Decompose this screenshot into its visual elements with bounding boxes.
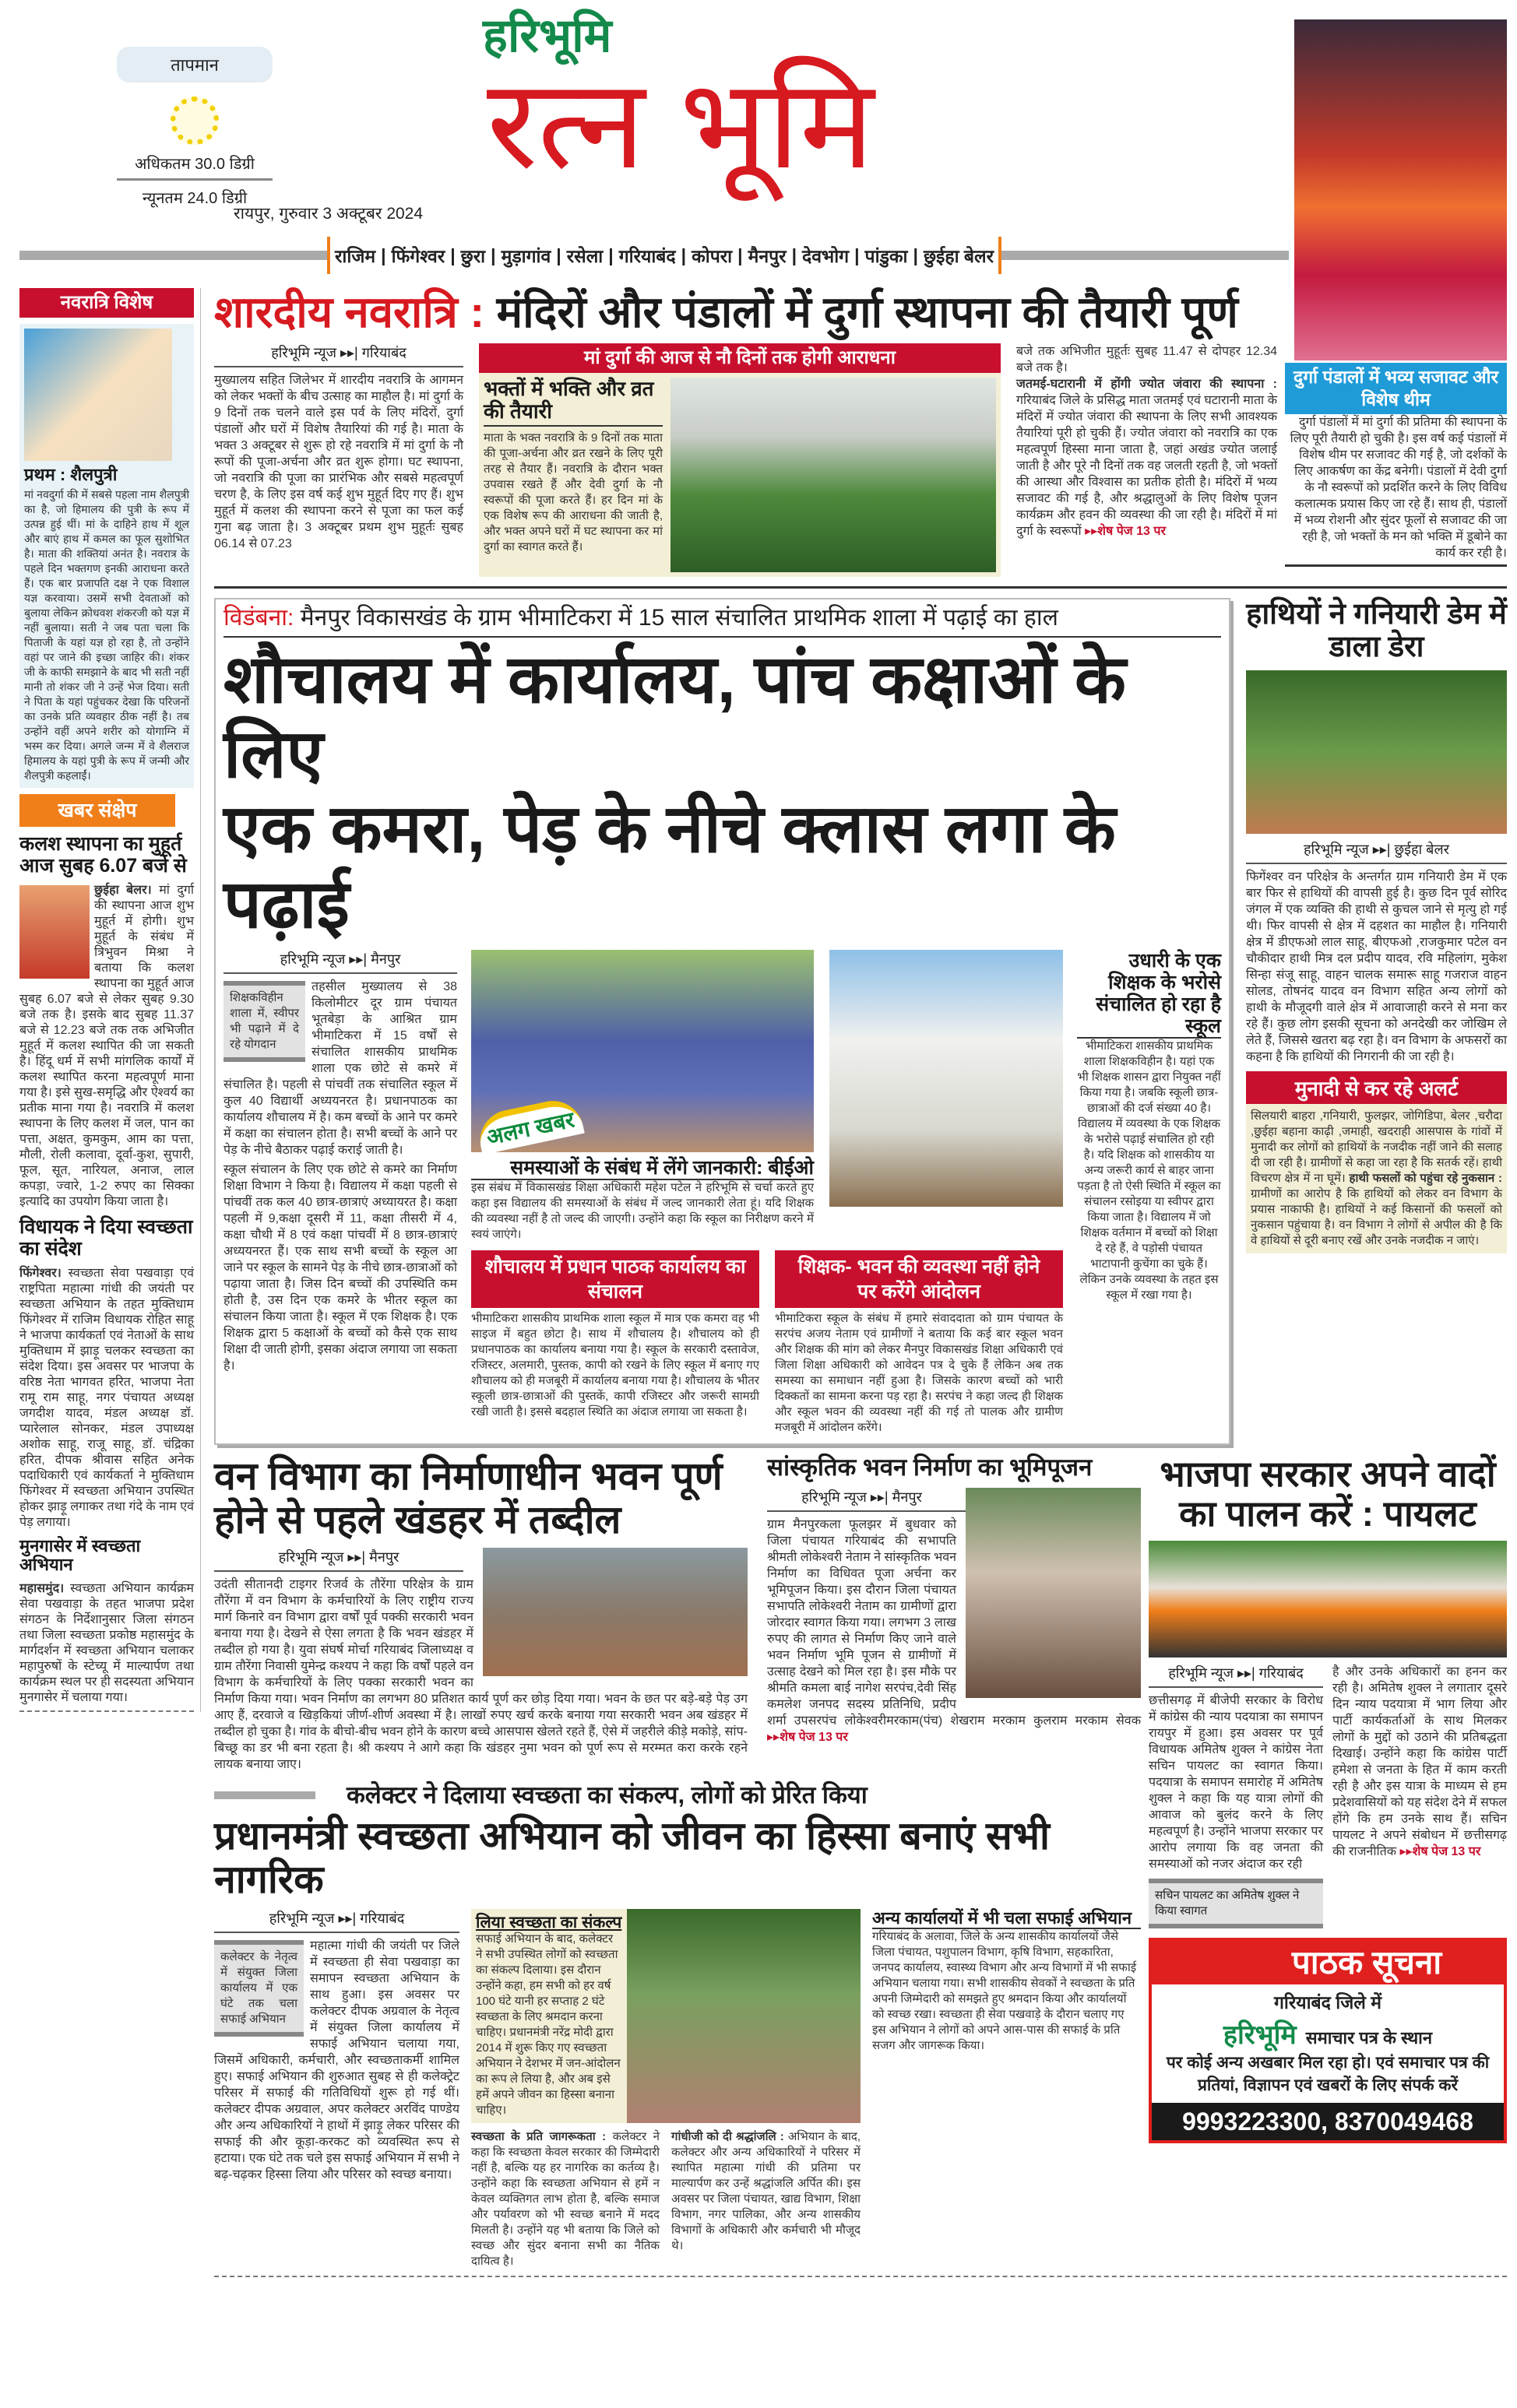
masthead: [0, 0, 1517, 284]
other-offices: [872, 1909, 1141, 2055]
forest-headline: वन विभाग का निर्माणाधीन भवन पूर्ण होने से पहले खंडहर में तब्दील: [214, 1454, 723, 1541]
nav-separator: |: [491, 244, 496, 265]
byline: हरिभूमि न्यूज ▸▸| छुईहा बेलर: [1246, 840, 1507, 864]
school-headline-1: शौचालय में कार्यालय, पांच कक्षाओं के लिए: [224, 642, 1126, 793]
box1-title: शौचालय में प्रधान पाठक कार्यालय का संचालन: [471, 1250, 759, 1308]
lead-box: [479, 373, 1001, 577]
pilot-story: [1149, 1454, 1507, 1928]
priest-photo: [19, 885, 90, 979]
toilet-office-box: [471, 1250, 759, 1420]
navratri-title: प्रथम : शैलपुत्री: [24, 465, 118, 484]
collector-headline: प्रधानमंत्री स्वच्छता अभियान को जीवन का हिस्सा बनाएं सभी नागरिक: [214, 1813, 1050, 1901]
awareness-para: [471, 2129, 660, 2269]
city-nav: [327, 237, 1001, 274]
city-nav-item[interactable]: छुईहा बेलर: [923, 246, 994, 266]
section-label-navratri: नवरात्रि विशेष: [19, 288, 194, 318]
lead-col3-body: बजे तक अभिजीत मुहूर्तः सुबह 11.47 से दोपहर 12.34 बजे तक है।: [1016, 344, 1277, 374]
weather-label: तापमान: [117, 47, 273, 83]
max-temp: अधिकतम 30.0 डिग्री: [117, 153, 273, 181]
awareness-subhead: स्वच्छता के प्रति जागरूकता :: [471, 2130, 607, 2144]
lead-box-body: माता के भक्त नवरात्रि के 9 दिनों तक माता की पूजा-अर्चना और व्रत रखने के लिए पूरी तरह से तैयार हैं। नवरात्रि के दौरान भक्त उपवास रखते हैं और देवी दुर्गा के नौ स्वरूपों की पूजा करते हैं। हर दिन मां के एक विशेष रूप की आराधना की जाती है, और भक्त अपने घरों में घट स्थापना कर मां दुर्गा का स्वागत करते हैं।: [484, 431, 663, 554]
side-body: भीमाटिकरा शासकीय प्राथमिक शाला शिक्षकविहीन है। यहां एक भी शिक्षक शासन द्वारा नियुक्त नहीं किया गया है। जबकि स्कूली छात्र-छात्राओं की दर्ज संख्या 40 है। विद्यालय में व्यवस्था के एक शिक्षक के भरोसे पढ़ाई संचालित हो रही है। यदि शिक्षक को शासकीय या अन्य जरूरी कार्य से बाहर जाना पड़ता है तो ऐसी स्थिति में स्कूल का संचालन रसोइया या स्वीपर द्वारा किया जाता है। विद्यालय में जो शिक्षक वर्तमान में बच्चों को शिक्षा दे रहे हैं, वे पड़ोसी पंचायत भाटापानी कुचेंगा का चुके हैं। लेकिन उनके व्यवस्था के तहत इस स्कूल में रखा गया है।: [1077, 1039, 1221, 1302]
pledge-box: [471, 1909, 861, 2124]
ad-line2: समाचार पत्र के स्थान: [1305, 2028, 1433, 2048]
city-nav-item[interactable]: देवभोग: [802, 246, 850, 266]
pilot-headline: भाजपा सरकार अपने वादों का पालन करें : पायलट: [1160, 1453, 1496, 1534]
other-title: अन्य कार्यालयों में भी चला सफाई अभियान: [872, 1909, 1141, 1930]
lead-box-title: भक्तों में भक्ति और व्रत की तैयारी: [484, 378, 663, 427]
ad-phones[interactable]: 9993223300, 8370049468: [1152, 2103, 1504, 2140]
lead-body: मुख्यालय सहित जिलेभर में शारदीय नवरात्रि के आगमन को लेकर भक्तों के बीच उत्साह का माहौल है। मां दुर्गा के 9 दिनों तक चलने वाले इस पर्व के लिए मंदिरों, दुर्गा पंडालों और घरों में विशेष तैयारियां की गई है। माता के भक्त 3 अक्टूबर से शुरू हो रहे नवरात्रि में मां दुर्गा के नौ रूपों की पूजा-अर्चना और व्रत शुरू होगा। घट स्थापना, जो नवरात्रि की पूजा का प्रारंभिक और सबसे महत्वपूर्ण चरण है, के लिए इस वर्ष कई शुभ मुहूर्त दिए गए हैं। शुभ मुहूर्त में कलश की स्थापना करने से पूजा का फल कई गुना बढ़ जाता है। 3 अक्टूबर प्रथम शुभ मुहूर्तः सुबह 06.14 से 07.23: [214, 373, 463, 550]
school-sidebox: शिक्षकविहीन शाला में, स्वीपर भी पढ़ाने में दे रहे योगदान: [224, 981, 305, 1062]
gandhi-para: [671, 2129, 861, 2254]
school-headline-2: एक कमरा, पेड़ के नीचे क्लास लगा के पढ़ाई: [224, 792, 1116, 942]
left-column: [19, 288, 201, 1712]
brief3-place: महासमुंद।: [19, 1581, 65, 1595]
pledge-body: सफाई अभियान के बाद, कलेक्टर ने सभी उपस्थित लोगों को स्वच्छता का संकल्प दिलाया। इस दौरान उन्होंने कहा, हम सभी को हर वर्ष 100 घंटे यानी हर सप्ताह 2 घंटे स्वच्छता के लिए श्रमदान करना चाहिए। प्रधानमंत्री नरेंद्र मोदी द्वारा 2014 में शुरू किए गए स्वच्छता अभियान ने देशभर में जन-आंदोलन का रूप ले लिया है, और अब इसे हमें अपने जीवन का हिस्सा बनाना चाहिए।: [476, 1932, 621, 2118]
nav-separator: |: [913, 244, 918, 265]
school-middle: [471, 950, 1063, 1436]
continued-link[interactable]: ▸▸शेष पेज 13 पर: [1085, 524, 1166, 538]
beo-body: इस संबंध में विकासखंड शिक्षा अधिकारी महेश पटेल ने हरिभूमि से चर्चा करते हुए कहा इस विद्यालय की समस्याओं के संबंध में जल्द जानकारी लेता हूं। यदि शिक्षक की व्यवस्था नहीं है तो जल्द की जाएगी। उन्होंने कहा कि स्कूल का निरीक्षण करने में स्वयं जाएंगे।: [471, 1180, 814, 1241]
side-title: उधारी के एक शिक्षक के भरोसे संचालित हो रहा है स्कूल: [1077, 950, 1221, 1039]
school-kicker: विडंबना:: [224, 604, 294, 631]
byline: हरिभूमि न्यूज ▸▸| मैनपुर: [224, 950, 457, 974]
pandal-box-title: दुर्गा पंडालों में भव्य सजावट और विशेष थीम: [1285, 363, 1507, 414]
brief3-title: मुनगासेर में स्वच्छता अभियान: [19, 1535, 141, 1575]
gandhi-subhead: गांधीजी को दी श्रद्धांजलि :: [671, 2130, 784, 2144]
ad-title-text: पाठक सूचना: [1291, 1944, 1442, 1981]
forest-story: [214, 1454, 748, 1773]
toilet-office-photo: [829, 950, 1063, 1207]
pilot-body-2-text: है और उनके अधिकारों का हनन कर रही है। अमितेष शुक्ल ने लगातार दूसरे दिन न्याय पदयात्रा में भाग लिया और पार्टी कार्यकर्ताओं के साथ मिलकर लोगों के मुद्दों को उठाने की प्रतिबद्धता दिखाई। उन्होंने कहा कि कांग्रेस पार्टी हमेशा से जनता के हित में काम करती रही है और इस यात्रा के माध्यम से हम प्रदेशवासियों को यह संदेश देने में सफल होंगे कि हम उनके साथ हैं। सचिन पायलट ने अपने संबोधन में छत्तीसगढ़ की राजनीतिक: [1332, 1665, 1507, 1858]
collector-body: [214, 1938, 459, 2183]
nav-separator: |: [681, 244, 687, 265]
city-nav-item[interactable]: मुड़ागांव: [501, 246, 551, 266]
sun-icon: [171, 97, 219, 145]
elephant-box-text: सिलयारी बाहरा ,गनियारी, फुलझर, जोगिडिपा, बेलर ,चरौदा ,छुईहा बहाना काढ़ी ,जमाही, खदराही आसपास के गांवों में मुनादी कर लोगों को हाथियों के नजदीक नहीं जाने की सलाह दी जा रही है। ग्रामीणों से कहा जा रहा है कि सतर्क रहें। हाथी विचरण क्षेत्र में ना घूमें।: [1251, 1109, 1502, 1185]
elephant-box-subhead: हाथी फसलों को पहुंचा रहे नुकसान :: [1349, 1171, 1502, 1185]
lead-col3: [1016, 343, 1277, 540]
alag-khabar-stamp: अलग खबर: [474, 1095, 585, 1155]
culture-story: [767, 1454, 1141, 1745]
city-nav-item[interactable]: फिंगेश्वर: [391, 246, 445, 266]
collector-strap: [214, 1782, 1141, 1809]
school-body: [224, 979, 457, 1158]
collector-body-text: महात्मा गांधी की जयंती पर जिले में स्वच्छता ही सेवा पखवाड़ा का समापन स्वच्छता अभियान के साथ हुआ। इस अवसर पर कलेक्टर दीपक अग्रवाल के नेतृत्व में संयुक्त जिला कार्यालय में सफाई अभियान चलाया गया, जिसमें अधिकारी, कर्मचारी, और स्वच्छताकर्मी शामिल हुए। सफाई अभियान की शुरुआत सुबह से ही कलेक्ट्रेट परिसर में सफाई की गतिविधियों शुरू हो गई थीं। कलेक्टर दीपक अग्रवाल, अपर कलेक्टर अरविंद पाण्डेय और अन्य अधिकारियों ने हाथों में झाड़ू लेकर परिसर की सफाई की और कूड़ा-करकट को व्यवस्थित रूप से हटाया। एक घंटे तक चले इस सफाई अभियान में सभी ने बढ़-चढ़कर हिस्सा लिया और परिसर को स्वच्छ बनाया।: [214, 1939, 459, 2181]
school-body-text: तहसील मुख्यालय से 38 किलोमीटर दूर ग्राम पंचायत भूतबेड़ा के आश्रित ग्राम भीमाटिकरा में 15 वर्षों से संचालित शासकीय प्राथमिक शाला एक छोटे से कमरे में संचालित है। पहली से पांचवीं तक संचालित स्कूल में कुल 40 विद्यार्थी अध्ययनरत है। प्रधानपाठक का कार्यालय शौचालय में है। कम बच्चों के आने पर कमरे में कक्षा का संचालन होता है। सभी बच्चों के आने पर पेड़ के नीचे बैठाकर पढ़ाई कराई जाती है।: [224, 979, 457, 1157]
rally-photo: [1149, 1541, 1507, 1657]
ad-line3: पर कोई अन्य अखबार मिल रहा हो। एवं समाचार पत्र की प्रतियां, विज्ञापन एवं खबरों के लिए संपर्क करें: [1166, 2054, 1490, 2094]
city-nav-item[interactable]: गरियाबंद: [618, 246, 676, 266]
navratri-column: [19, 324, 194, 788]
culture-headline: सांस्कृतिक भवन निर्माण का भूमिपूजन: [767, 1453, 1093, 1481]
brief1-text: मां दुर्गा की स्थापना आज शुभ मुहूर्त में होगी। शुभ मुहूर्त के संबंध में त्रिभुवन मिश्रा ने बताया कि कलश स्थापना का मुहूर्त आज सुबह 6.07 बजे से लेकर सुबह 9.30 बजे तक है। इसके बाद सुबह 11.37 बजे से 12.23 बजे तक तक अभिजीत मुहूर्त में कलश स्थापित की जा सकती है। हिंदू धर्म में सभी मांगलिक कार्यों में कलश स्थापित करना महत्वपूर्ण माना गया है। इसे सुख-समृद्धि और ऐश्वर्य का प्रतीक माना गया है। नवरात्रि में कलश स्थापना के लिए कलश में जल, पान का पत्ता, अक्षत, कुमकुम, आम का पत्ता, मौली, रोली कलावा, दूर्वा-कुश, सुपारी, फूल, सूत, नारियल, अनाज, लाल कपड़ा, ज्वारे, 1-2 रुपए का सिक्का इत्यादि का उपयोग किया जाता है।: [19, 883, 195, 1208]
city-nav-item[interactable]: छुरा: [460, 246, 486, 266]
brand-logo: हरिभूमि: [483, 9, 612, 62]
city-nav-item[interactable]: मैनपुर: [748, 246, 787, 266]
dateline: रायपुर, गुरुवार 3 अक्टूबर 2024: [234, 205, 424, 223]
pilot-sidebox: सचिन पायलट का अमितेष शुक्ल ने किया स्वागत: [1149, 1879, 1323, 1928]
collector-sidebox: कलेक्टर के नेतृत्व में संयुक्त जिला कार्यालय में एक घंटे तक चला सफाई अभियान: [214, 1940, 304, 2037]
school-strap-text: मैनपुर विकासखंड के ग्राम भीमाटिकरा में 15 साल संचालित प्राथमिक शाला में पढ़ाई का हाल: [300, 604, 1058, 631]
lead-headline: [214, 288, 1277, 337]
shailputri-illustration: [24, 329, 172, 461]
city-nav-item[interactable]: पांडुका: [864, 246, 908, 266]
beo-title: समस्याओं के संबंध में लेंगे जानकारी: बीईओ: [471, 1157, 814, 1180]
nav-separator: |: [381, 244, 386, 265]
lead-box-wrap: [479, 343, 1001, 577]
section-divider: [214, 586, 1507, 589]
collector-story: [214, 1782, 1141, 2269]
brief2-body: [19, 1266, 194, 1531]
nav-separator: |: [791, 244, 797, 265]
lead-col1: [214, 343, 463, 552]
school-strap: [224, 603, 1221, 638]
box1-body: भीमाटिकरा शासकीय प्राथमिक शाला स्कूल में मात्र एक कमरा वह भी साइज में बहुत छोटा है। साथ में शौचालय है। शौचालय को ही प्रधानपाठक का कार्यालय बनाया गया है। स्कूल के सरकारी दस्तावेज, रजिस्टर, अलमारी, पुस्तक, कापी को रखने के लिए स्कूल में बनाए गए शौचालय को ही मजबूरी में कार्यालय बनाया गया है। शौचालय के भीतर स्कूली छात्र-छात्राओं की पुस्तकें, कापी रजिस्टर और जरूरी सामग्री रखी जाती है। इससे बदहाल स्थिति का अंदाज लगाया जा सकता है।: [471, 1311, 759, 1418]
brief3-text: स्वच्छता अभियान कार्यक्रम सेवा पखवाड़ा के तहत भाजपा प्रदेश संगठन के निर्देशानुसार जिला संगठन तथा जिला स्वच्छता प्रकोष्ठ महासमुंद के मार्गदर्शन में स्वच्छता अभियान चलाकर महापुरुषों के स्टेच्यू में माल्यार्पण तथा कार्यक्रम स्थल पर ही सदस्यता अभियान मुनगासेर में चलाया गया।: [19, 1581, 194, 1704]
forest-body: उदंती सीतानदी टाइगर रिजर्व के तौरेंगा परिक्षेत्र के ग्राम तौरेंगा में वन विभाग के कर्मचारियों के लिए राष्ट्रीय राज्य मार्ग किनारे वन विभाग द्वारा वर्षों पूर्व पक्की सरकारी भवन बनाया गया है। देखने से ऐसा लगता है कि भवन खंडहर में तब्दील हो गया है। युवा संघर्ष मोर्चा गरियाबंद जिलाध्यक्ष व ग्राम तौरेंगा निवासी युमेन्द्र कश्यप ने कहा कि वर्षों पहले वन विभाग के कर्मचारियों के लिए पक्का सरकारी भवन का निर्माण किया गया। भवन निर्माण का लगभग 80 प्रतिशत कार्य पूर्ण कर छोड़ दिया गया। भवन के छत पर बड़े-बड़े पेड़ उग आए हैं, दरवाजे व खिड़कियां जीर्ण-शीर्ण अवस्था में है। लाखों रुपए खर्च करके बनाया गया सरकारी भवन अब खंडहर में तब्दील हो चुका है। गांव के बीचो-बीच भवन होने के कारण बच्चे आसपास खेलते रहते हैं, ऐसे में जहरीले कीड़े मकोड़े, सांप-बिच्छू का डर भी बना रहता है। श्री कश्यप ने आगे कहा कि खंडहर नुमा भवन को पूर्ण रूप से मरम्मत करा करके रहने लायक बनाया जाए।: [214, 1577, 748, 1771]
bottom-area: [214, 1454, 1507, 2277]
box2-body: भीमाटिकरा स्कूल के संबंध में हमारे संवाददाता को ग्राम पंचायत के सरपंच अजय नेताम एवं ग्रामीणों ने बताया कि कई बार स्कूल भवन और शिक्षक की मांग को लेकर मैनपुर विकासखंड शिक्षा अधिकारी एवं जिला शिक्षा अधिकारी को आवेदन पत्र दे चुके हैं लेकिन अब तक समस्या का समाधान नहीं हुआ है। जिसके कारण बच्चों को भारी दिक्कतों का सामना करना पड़ रहा है। सरपंच ने कहा जल्द ही शिक्षक और स्कूल भवन की व्यवस्था नहीं की गई तो पालक और ग्रामीण मजबूरी में आंदोलन करेंगे।: [775, 1311, 1063, 1434]
bhoomipujan-photo: [966, 1488, 1141, 1698]
elephant-box-title: मुनादी से कर रहे अलर्ट: [1246, 1071, 1507, 1104]
nav-separator: |: [854, 244, 860, 265]
elephant-box-text-2: ग्रामीणों का आरोप है कि हाथियों को लेकर वन विभाग के प्रयास नाकाफी है। हाथियों ने कई किसानों की फसलों को नुकसान पहुंचाया है। वन विभाग ने लोगों से अपील की है कि वे हाथियों से दूरी बनाए रखें और उनके नजदीक न जाएं।: [1251, 1186, 1502, 1247]
city-nav-item[interactable]: राजिम: [335, 246, 376, 266]
school-side: [1077, 950, 1221, 1303]
page-grid: [0, 284, 1517, 2277]
brief1-body: [19, 883, 194, 1210]
school-body-2: स्कूल संचालन के लिए एक छोटे से कमरे का निर्माण शिक्षा विभाग ने किया है। विद्यालय में कक्षा पहली से पांचवीं तक कल 40 छात्र-छात्राएं अध्यायरत है। कक्षा पहली में 9,कक्षा दूसरी में 11, कक्षा तीसरी में 4, कक्षा चौथी में 8 एवं कक्षा पांचवीं में 8 छात्र-छात्राएं अध्ययनरत हैं। एक साथ सभी बच्चों के स्कूल आ जाने पर स्कूल के सामने पेड़ के नीचे छात्र-छात्राओं को पढ़ाया जाता है। जिस दिन बच्चों की उपस्थिति कम होती है, उस दिन एक कमरे के भीतर स्कूल का संचालन किया जाता है। स्कूल में एक शिक्षक है। एक शिक्षक द्वारा 5 कक्षाओं के बच्चों को कैसे एक साथ शिक्षा दी जाती होगी, इसका अंदाज लगाया जा सकता है।: [224, 1162, 458, 1373]
brief-label: खबर संक्षेप: [19, 794, 175, 827]
students-photo: [471, 950, 814, 1152]
reader-notice-ad: [1149, 1938, 1507, 2143]
school-story: [214, 598, 1230, 1445]
collector-col1: [214, 1909, 459, 2183]
ad-line1: गरियाबंद जिले में: [1273, 1992, 1382, 2013]
goddess-photo: [1294, 19, 1507, 360]
brief1-place: छुईहा बेलर।: [94, 883, 152, 897]
pandal-box-body: दुर्गा पंडालों में मां दुर्गा की प्रतिमा की स्थापना के लिए पूरी तैयारी हो चुकी है। इस वर्ष कई पंडालों में विशेष थीम पर सजावट की गई है, जो दर्शकों के लिए आकर्षण का केंद्र बनेगी। पंडालों में देवी दुर्गा के नौ स्वरूपों को प्रदर्शित करने के लिए विविध कलात्मक प्रयास किए जा रहे हैं। साथ ही, पंडालों में भव्य रोशनी और सुंदर फूलों से सजावट की जा रही है, जो भक्तों के मन को भक्ति में डूबोने का कार्य कर रही है।: [1285, 414, 1507, 567]
brief2-text: स्वच्छता सेवा पखवाड़ा एवं राष्ट्रपिता महात्मा गांधी की जयंती पर स्वच्छता अभियान के तहत मुक्तिधाम फिंगेश्वर में राजिम विधायक रोहित साहू ने भाजपा कार्यकर्ता एवं नेताओं के साथ मुक्तिधाम में झाड़ू चलकर स्वच्छता का संदेश दिया। इस अवसर पर भाजपा के वरिष्ठ नेता भागवत हरित, भाजपा नेता रामू राम साहू, नगर पंचायत अध्यक्ष जगदीश यादव, मंडल अध्यक्ष डॉ. प्यारेलाल सोनकर, मंडल उपाध्यक्ष अशोक साहू, राजू साहू, डॉ. चंद्रिका हरित, दीपक श्रीवास सहित अनेक पदाधिकारी एवं कार्यकर्ता ने मुक्तिधाम फिंगेश्वर में स्वच्छता अभियान उपस्थित होकर झाड़ू लगाकर तथा गंदे के नाम एवं पेड़ लगाया।: [19, 1266, 194, 1529]
masthead-title: रत्न भूमि: [487, 54, 875, 194]
main-column: [214, 288, 1507, 2277]
pledge-title: लिया स्वच्छता का संकल्प: [476, 1913, 622, 1932]
ad-brand: हरिभूमि: [1223, 2020, 1297, 2050]
nav-separator: |: [556, 244, 561, 265]
culture-body-text: ग्राम मैनपुरकला फूलझर में बुधवार को जिला पंचायत गरियाबंद की सभापति श्रीमती लोकेश्वरी नेताम ने सांस्कृतिक भवन निर्माण का विधिवत पूजा अर्चना कर भूमिपूजन किया। इस दौरान जिला पंचायत सभापति लोकेश्वरी नेताम का ग्रामीणों द्वारा जोरदार स्वागत किया गया। लगभग 3 लाख रुपए की लागत से निर्माण किए जाने वाले भवन निर्माण भूमि पूजन से ग्रामीणों में उत्साह देखने को मिल रहा है। इस मौके पर श्रीमति कमला बाई नागेश सरपंच,देवी सिंह कमलेश जनपद सदस्य प्रतिनिधि, प्रदीप शर्मा उपसरपंच लोकेश्वरीमरकाम(पंच) शेखराम मरकाम कुलराम मरकाम सेवक: [767, 1517, 1141, 1728]
lead-col3-subhead: जतमई-घटारानी में होंगी ज्योत जंवारा की स्थापना :: [1016, 377, 1277, 391]
ruined-building-photo: [483, 1548, 748, 1676]
elephant-headline: हाथियों ने गनियारी डेम में डाला डेरा: [1246, 597, 1507, 664]
nav-separator: |: [608, 244, 614, 265]
lead-col3-body2: गरियाबंद जिले के प्रसिद्ध माता जतमई एवं घटारानी माता के मंदिरों में ज्योत जंवारा की स्थापना के लिए सभी आवश्यक तैयारियां पूरी हो चुकी हैं। ज्योत जंवारा को नवरात्रि का एक महत्वपूर्ण हिस्सा माना जाता है, जहां अखंड ज्योत जलाई जाती है और पूरे नौ दिनों तक वह जलती रहती है, जो भक्तों की आस्था और विश्वास का प्रतीक होती है। मंदिरों में भव्य सजावट की गई है, और श्रद्धालुओं के लिए विशेष पूजन कार्यक्रम और हवन की व्यवस्था की जा रही है। मंदिरों में मां दुर्गा के स्वरूपों: [1016, 393, 1277, 538]
lead-col3-para: [1016, 376, 1277, 540]
min-temp: न्यूनतम 24.0 डिग्री: [142, 190, 248, 207]
nav-separator: |: [450, 244, 456, 265]
gandhi-body: अभियान के बाद, कलेक्टर और अन्य अधिकारियों ने परिसर में स्थापित महात्मा गांधी की प्रतिमा पर माल्यार्पण कर उन्हें श्रद्धांजलि अर्पित की। इस अवसर पर जिला पंचायत, खाद्य विभाग, शिक्षा विभाग, नगर पालिका, और अन्य शासकीय विभागों के अधिकारी और कर्मचारी भी मौजूद थे।: [671, 2130, 861, 2253]
continued-link[interactable]: ▸▸शेष पेज 13 पर: [1399, 1845, 1481, 1858]
ad-title: [1152, 1941, 1504, 1984]
brief2-place: फिंगेश्वर।: [19, 1266, 62, 1280]
byline: हरिभूमि न्यूज ▸▸| गरियाबंद: [214, 343, 463, 367]
continued-link[interactable]: ▸▸शेष पेज 13 पर: [767, 1730, 848, 1744]
byline: हरिभूमि न्यूज ▸▸| मैनपुर: [767, 1488, 1141, 1512]
brief3-body: [19, 1581, 194, 1712]
brief2-title: विधायक ने दिया स्वच्छता का संदेश: [19, 1215, 193, 1260]
collector-strap-text: कलेक्टर ने दिलाया स्वच्छता का संकल्प, लोगों को प्रेरित किया: [347, 1781, 868, 1809]
byline: हरिभूमि न्यूज ▸▸| गरियाबंद: [1149, 1664, 1323, 1688]
pilot-body-2: [1332, 1664, 1507, 1860]
weather-widget: [117, 47, 273, 208]
byline: हरिभूमि न्यूज ▸▸| मैनपुर: [214, 1548, 463, 1572]
elephant-body: फिगेंश्वर वन परिक्षेत्र के अन्तर्गत ग्राम गनियारी डेम में एक बार फिर से हाथियों की वापसी हुई है। कुछ दिन पूर्व सोरिद जंगल में एक व्यक्ति की हाथी से कुचल जाने से मृत्यु हो गई थी। फिर वापसी से क्षेत्र में दहशत का माहौल है। गनियारी क्षेत्र में डीएफओ लाल साहू, बीएफओ ,राजकुमार पटेल वन चौकीदार हाथी मित्र दल प्रदीप यादव, रवि महिलांग, मुकेश सिन्हा संजू साहू, वाहन चालक समारू साहू गजराज वाहन सोलड, तोषनंद यादव वन विभाग सहित अन्य लोगों को हाथी के मौजूदगी वाले क्षेत्र में आवाजाही करने से मना कर रहे हैं। कुछ लोग इसकी सूचना को अनदेखी कर जोखिम ले लेते हैं, जिससे खतरा बढ़ रहा है। वन विभाग के अफसरों का कहना है कि हाथियों की निगरानी की जा रही है।: [1246, 870, 1507, 1063]
school-col1: [224, 950, 457, 1374]
lead-headline-text: मंदिरों और पंडालों में दुर्गा स्थापना की तैयारी पूर्ण: [496, 287, 1238, 336]
elephant-photo: [1246, 670, 1507, 834]
city-nav-item[interactable]: रसेला: [566, 246, 604, 266]
box2-title: शिक्षक- भवन की व्यवस्था नहीं होने पर करेंगे आंदोलन: [775, 1250, 1063, 1308]
elephant-story: [1246, 598, 1507, 1253]
lead-kicker: शारदीय नवरात्रि :: [214, 287, 485, 336]
lead-banner: मां दुर्गा की आज से नौ दिनों तक होगी आराधना: [479, 343, 1001, 373]
nav-separator: |: [737, 244, 743, 265]
brief1-title: कलश स्थापना का मुहूर्त आज सुबह 6.07 बजे से: [19, 832, 187, 877]
temple-photo: [671, 378, 996, 572]
awareness-body: कलेक्टर ने कहा कि स्वच्छता केवल सरकार की जिम्मेदारी नहीं है, बल्कि यह हर नागरिक का कर्तव्य है। उन्होंने कहा कि स्वच्छता अभियान से हमें न केवल व्यक्तिगत लाभ होता है, बल्कि समाज और पर्यावरण को भी स्वच्छ बनाने में मदद मिलती है। उन्होंने यह भी बताया कि जिले को स्वच्छ और सुंदर बनाना सभी का नैतिक दायित्व है।: [471, 2130, 660, 2269]
city-nav-item[interactable]: कोपरा: [692, 246, 733, 266]
elephant-box-body: [1246, 1104, 1507, 1253]
other-body: गरियाबंद के अलावा, जिले के अन्य शासकीय कार्यालयों जैसे जिला पंचायत, पशुपालन विभाग, कृषि विभाग, सहकारिता, जनपद कार्यालय, स्वास्थ्य विभाग और अन्य विभागों में भी सफाई अभियान चलाया गया। सभी शासकीय सेवकों ने स्वच्छता के प्रति अपनी जिम्मेदारी को समझते हुए श्रमदान किया और कार्यालयों को स्वच्छ रखा। स्वच्छता ही सेवा पखवाड़े के दौरान चलाए गए इस अभियान ने लोगों को अपने आस-पास की सफाई के प्रति सजग और जागरूक किया।: [872, 1930, 1137, 2053]
pilot-body: छत्तीसगढ़ में बीजेपी सरकार के विरोध में कांग्रेस की न्याय पदयात्रा का समापन रायपुर में हुआ। इस अवसर पर पूर्व विधायक अमितेष शुक्ल ने कांग्रेस नेता सचिन पायलट का स्वागत किया। पदयात्रा के समापन समारोह में अमितेष शुक्ल ने कहा कि यह यात्रा लोगों की आवाज को बुलंद करने के लिए महत्वपूर्ण है। उन्होंने भाजपा सरकार पर आरोप लगाया कि वह जनता की समस्याओं को नजर अंदाज कर रही: [1149, 1694, 1323, 1871]
cleanliness-photo: [627, 1909, 861, 2124]
agitation-box: [775, 1250, 1063, 1436]
byline: हरिभूमि न्यूज ▸▸| गरियाबंद: [214, 1909, 459, 1933]
navratri-body: मां नवदुर्गा की में सबसे पहला नाम शैलपुत्री का है, जो हिमालय की पुत्री के रूप में उत्पन्न हुई थीं। मां के दाहिने हाथ में शूल और बाएं हाथ में कमल का फूल सुशोभित है। माता की शक्तियां अनंत है। नवरात्र के पहले दिन भक्तगण इनकी आराधना करते हैं। एक बार प्रजापति दक्ष ने एक विशाल यज्ञ करवाया। उसमें सभी देवताओं को बुलाया लेकिन क्रोधवश शंकरजी को यज्ञ में नहीं बुलाया। सती ने जब पता चला कि पिताजी के यहां यज्ञ हो रहा है, तो उन्होंने वहां पर जाने की इच्छा जाहिर की। शंकर जी के काफी समझाने के बाद भी सती नहीं मानी तो शंकर जी ने उन्हें भेज दिया। सती ने पिता के यहां पहुंचकर देखा कि परिजनों का उनके प्रति व्यवहार ठीक नहीं है। तब उन्होंने वहीं अपने शरीर को योगाग्नि में भस्म कर दिया। अगले जन्म में वे शैलराज हिमालय के यहां पुत्री के रूप में जन्मी और शैलपुत्री कहलाईं।: [24, 487, 189, 782]
